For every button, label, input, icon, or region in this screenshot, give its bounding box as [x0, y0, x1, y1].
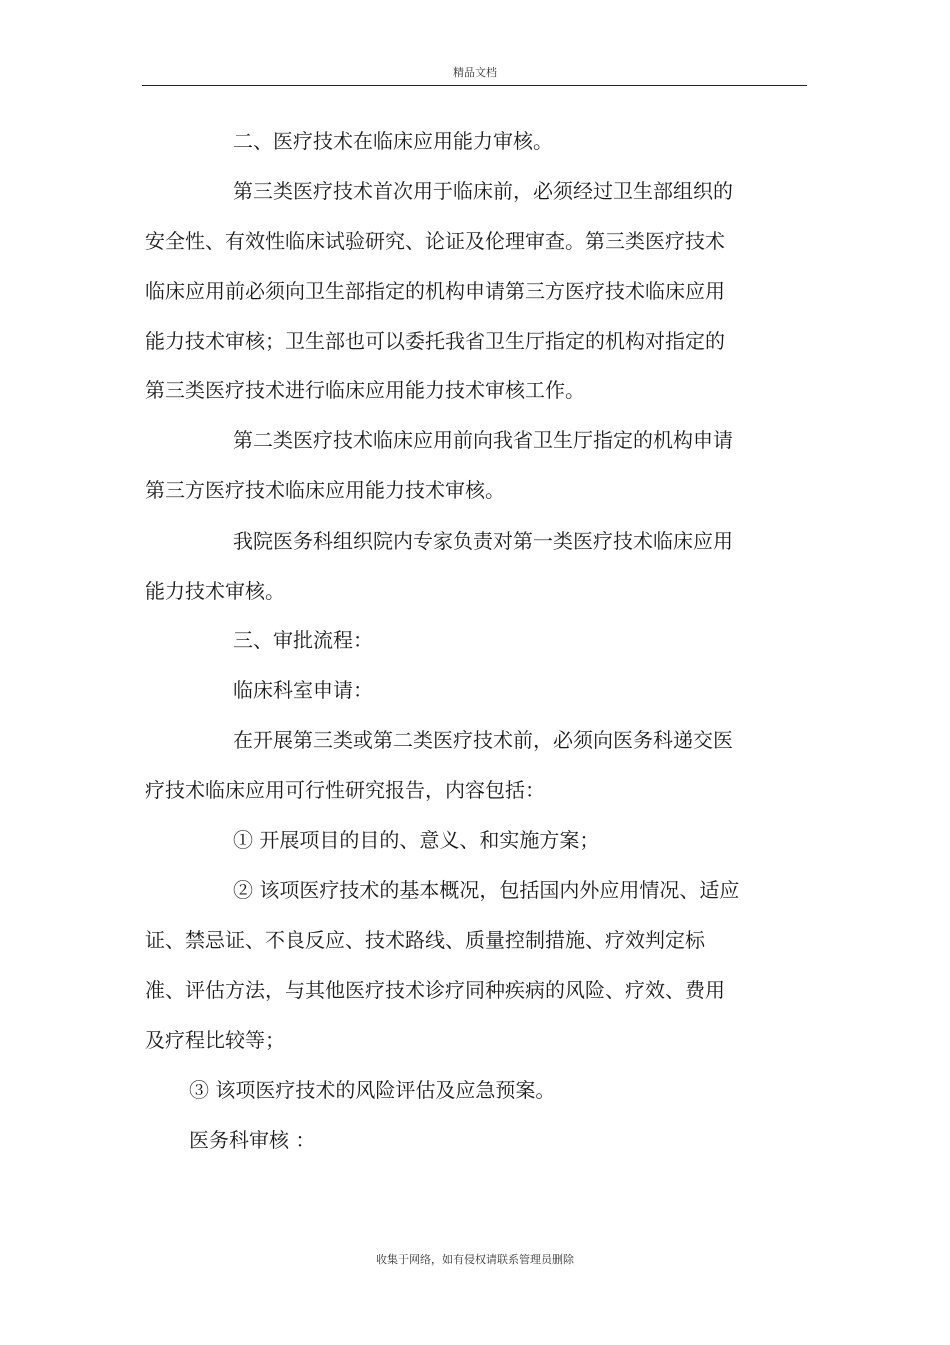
paragraph-line: 及疗程比较等； — [145, 1028, 285, 1052]
list-item: ② 该项医疗技术的基本概况，包括国内外应用情况、适应 — [233, 878, 740, 902]
paragraph-line: 我院医务科组织院内专家负责对第一类医疗技术临床应用 — [233, 529, 733, 553]
page-footer: 收集于网络，如有侵权请联系管理员删除 — [376, 1253, 574, 1266]
paragraph-line: 能力技术审核。 — [145, 579, 285, 603]
paragraph-line: 第三类医疗技术进行临床应用能力技术审核工作。 — [145, 378, 585, 402]
subheading: 医务科审核 ： — [189, 1128, 316, 1152]
paragraph-line: 第三方医疗技术临床应用能力技术审核。 — [145, 478, 505, 502]
paragraph-line: 安全性、有效性临床试验研究、论证及伦理审查。第三类医疗技术 — [145, 229, 725, 253]
paragraph-line: 第三类医疗技术首次用于临床前，必须经过卫生部组织的 — [233, 179, 733, 203]
paragraph-line: 能力技术审核；卫生部也可以委托我省卫生厅指定的机构对指定的 — [145, 329, 725, 353]
page-header: 精品文档 — [453, 66, 497, 79]
paragraph-line: 第二类医疗技术临床应用前向我省卫生厅指定的机构申请 — [233, 428, 733, 452]
paragraph-line: 疗技术临床应用可行性研究报告，内容包括： — [145, 778, 545, 802]
paragraph-line: 在开展第三类或第二类医疗技术前，必须向医务科递交医 — [233, 728, 733, 752]
section-heading-2: 二、医疗技术在临床应用能力审核。 — [233, 129, 553, 153]
header-rule — [142, 85, 807, 86]
paragraph-line: 临床应用前必须向卫生部指定的机构申请第三方医疗技术临床应用 — [145, 279, 725, 303]
list-item: ③ 该项医疗技术的风险评估及应急预案。 — [189, 1078, 556, 1102]
section-heading-3: 三、审批流程： — [233, 628, 373, 652]
subheading: 临床科室申请： — [233, 678, 373, 702]
list-item: ① 开展项目的目的、意义、和实施方案； — [233, 828, 600, 852]
paragraph-line: 准、评估方法，与其他医疗技术诊疗同种疾病的风险、疗效、费用 — [145, 978, 725, 1002]
paragraph-line: 证、禁忌证、不良反应、技术路线、质量控制措施、疗效判定标 — [145, 928, 705, 952]
